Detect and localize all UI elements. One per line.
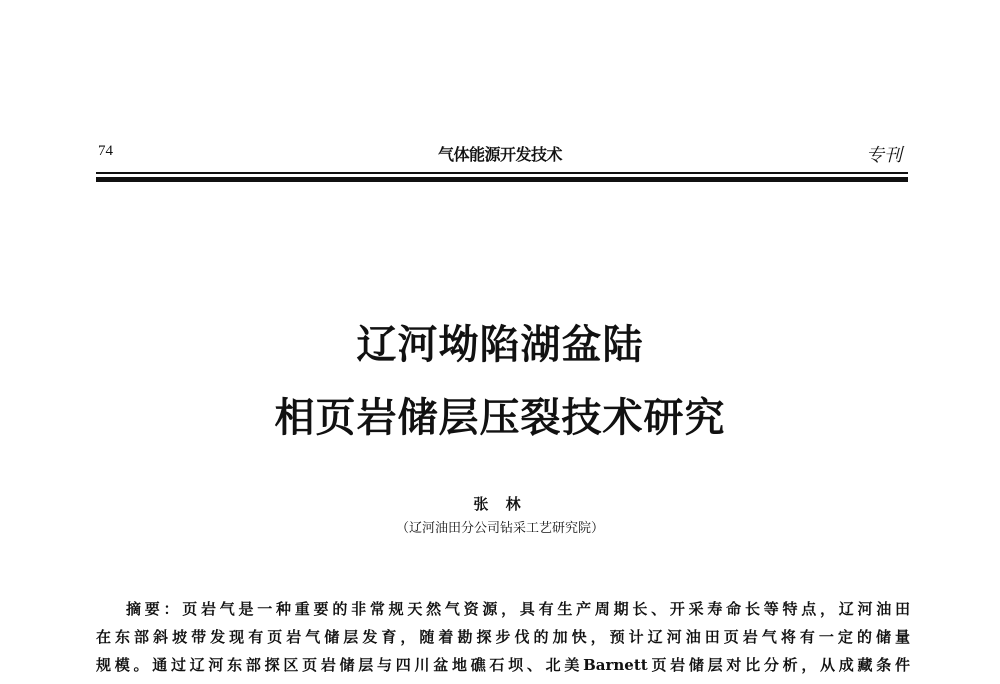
abstract-line: 在东部斜坡带发现有页岩气储层发育，随着勘探步伐的加快，预计辽河油田页岩气将有一定的储量 [96, 628, 910, 646]
author-name: 张 林 [473, 495, 527, 513]
header-rule-thin [96, 172, 908, 174]
issue-type: 专刊 [866, 145, 902, 166]
title-line-2: 相页岩储层压裂技术研究 [274, 395, 726, 441]
abstract [96, 595, 910, 679]
abstract-line: 规模。通过辽河东部探区页岩储层与四川盆地礁石坝、北美Barnett页岩储层对比分析，从成藏条件 [96, 656, 910, 674]
journal-name: 气体能源开发技术 [437, 145, 562, 164]
header-rule-thick [96, 177, 908, 182]
page-number: 74 [98, 143, 113, 159]
author-affiliation: （辽河油田分公司钻采工艺研究院） [395, 521, 604, 536]
abstract-line: 摘要：页岩气是一种重要的非常规天然气资源，具有生产周期长、开采寿命长等特点，辽河油田 [126, 600, 910, 618]
title-line-1: 辽河坳陷湖盆陆 [356, 322, 644, 368]
